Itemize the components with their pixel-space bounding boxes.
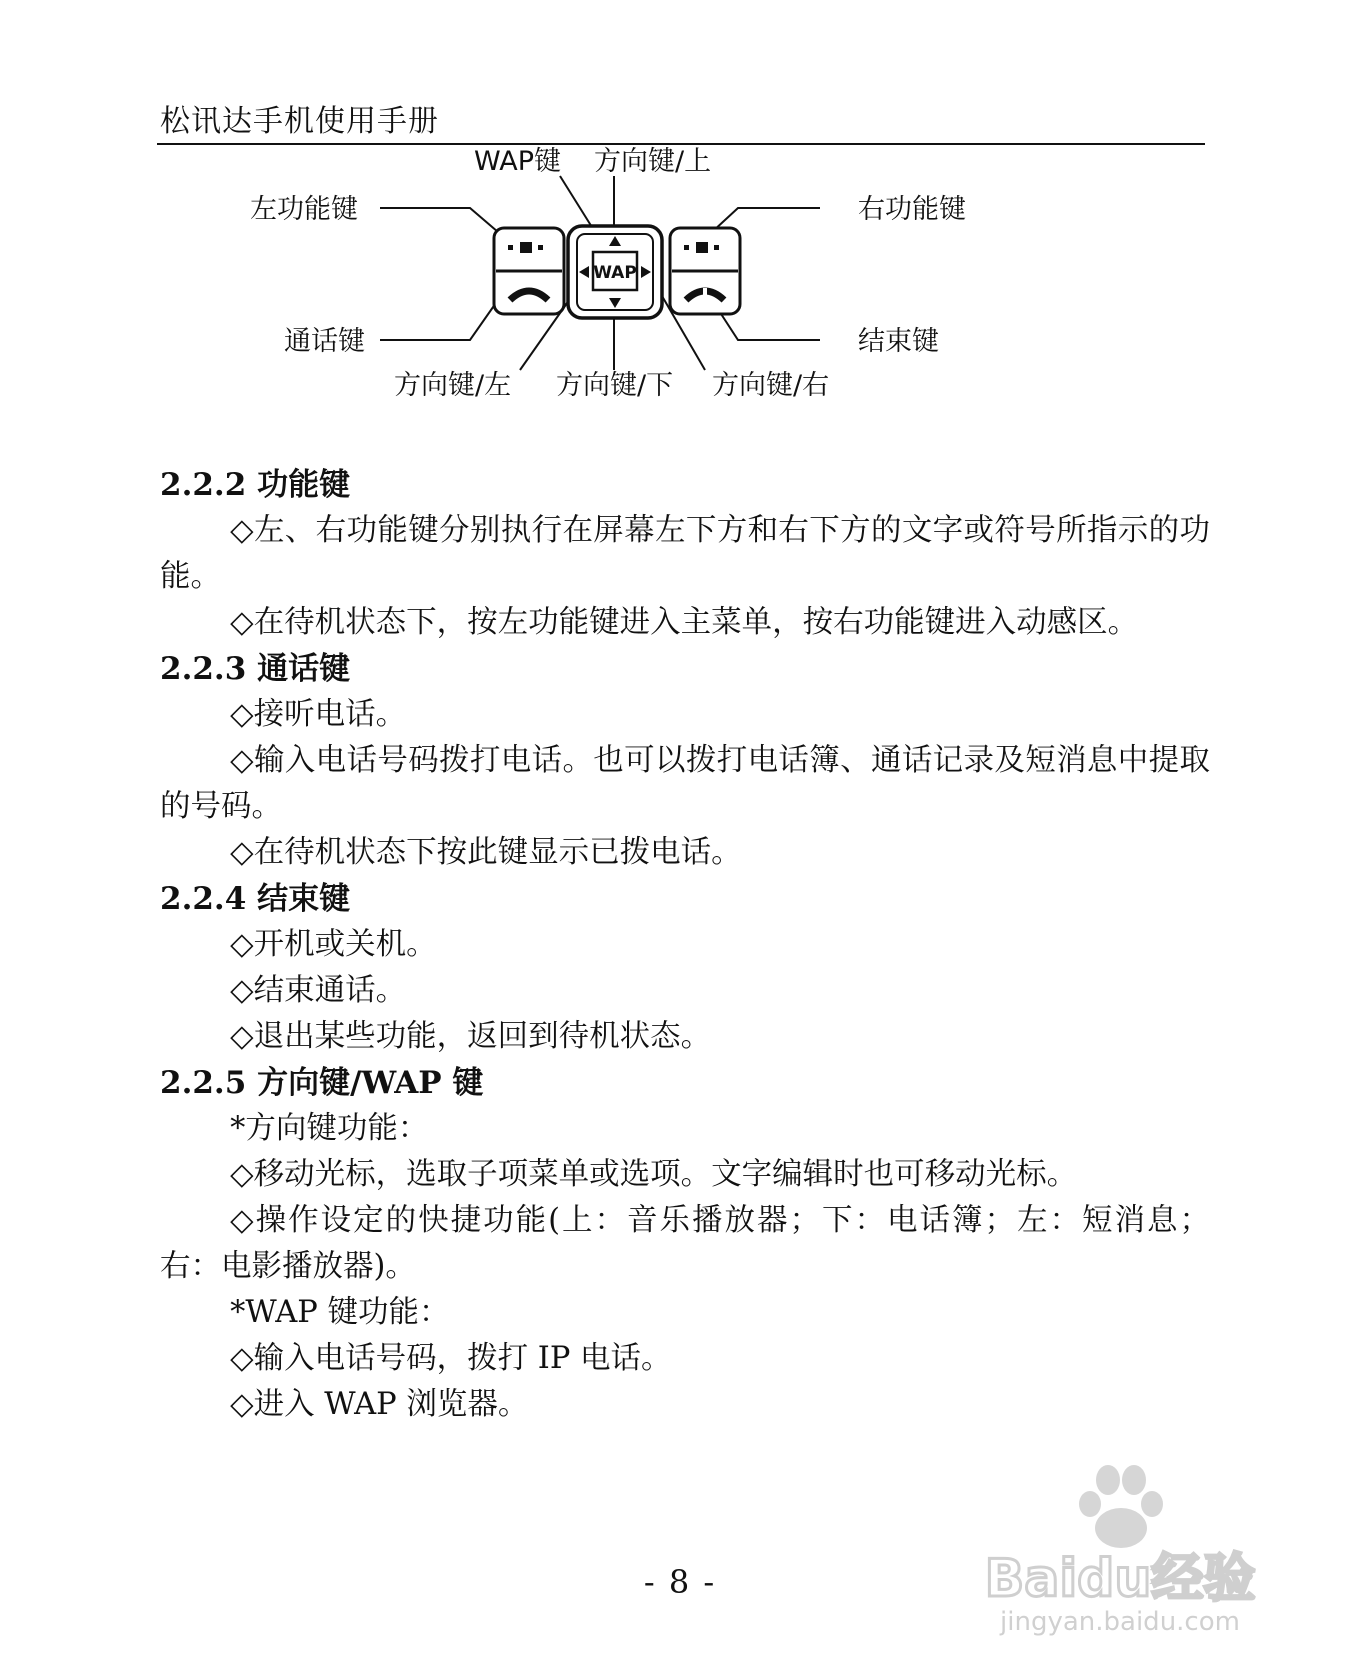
- paragraph: ◇在待机状态下，按左功能键进入主菜单，按右功能键进入动感区。: [230, 605, 1139, 640]
- section-heading: 2.2.2 功能键: [160, 467, 351, 503]
- section-2-2-2: [160, 462, 1210, 646]
- paragraph: ◇输入电话号码拨打电话。也可以拨打电话簿、通话记录及短消息中提取的号码。: [160, 743, 1210, 824]
- label-left-soft-key: 左功能键: [250, 194, 358, 225]
- label-wap-key: WAP键: [474, 146, 561, 177]
- label-nav-right: 方向键/右: [712, 370, 830, 401]
- paragraph: ◇左、右功能键分别执行在屏幕左下方和右下方的文字或符号所指示的功能。: [160, 513, 1210, 594]
- baidu-jingyan-watermark: [960, 1450, 1280, 1640]
- label-call-key: 通话键: [284, 326, 365, 357]
- section-heading: 2.2.5 方向键/WAP 键: [160, 1065, 484, 1101]
- label-nav-down: 方向键/下: [556, 370, 674, 401]
- page-header: 松讯达手机使用手册: [160, 104, 439, 139]
- nav-key-block: [568, 226, 662, 318]
- page-number: - 8 -: [643, 1563, 717, 1601]
- section-heading: 2.2.3 通话键: [160, 651, 351, 687]
- right-key-block: [670, 228, 740, 314]
- paragraph: ◇进入 WAP 浏览器。: [230, 1387, 529, 1422]
- section-2-2-5: [160, 1060, 1210, 1428]
- label-right-soft-key: 右功能键: [858, 194, 966, 225]
- leader-left-soft: [380, 208, 498, 232]
- wap-button-text: WAP: [593, 263, 637, 283]
- section-heading: 2.2.4 结束键: [160, 881, 351, 917]
- paragraph: ◇移动光标，选取子项菜单或选项。文字编辑时也可移动光标。: [230, 1157, 1078, 1192]
- leader-call: [380, 300, 498, 340]
- watermark-url: jingyan.baidu.com: [1000, 1607, 1240, 1637]
- paragraph: *方向键功能：: [230, 1111, 429, 1146]
- paragraph: ◇在待机状态下按此键显示已拨电话。: [230, 835, 742, 870]
- manual-content: [160, 462, 1210, 1428]
- left-key-block: [494, 228, 564, 314]
- paragraph: ◇输入电话号码，拨打 IP 电话。: [230, 1341, 672, 1376]
- label-nav-left: 方向键/左: [394, 370, 512, 401]
- section-2-2-3: [160, 646, 1210, 876]
- label-nav-up: 方向键/上: [594, 146, 712, 177]
- watermark-brand: Baidu经验: [984, 1549, 1256, 1609]
- paragraph: ◇退出某些功能，返回到待机状态。: [230, 1019, 712, 1054]
- keypad-diagram: [0, 0, 1360, 430]
- paragraph: *WAP 键功能：: [230, 1295, 450, 1330]
- section-2-2-4: [160, 876, 1210, 1060]
- paragraph: ◇操作设定的快捷功能(上：音乐播放器；下：电话簿；左：短消息；右：电影播放器)。: [160, 1203, 1210, 1284]
- paragraph: ◇接听电话。: [230, 697, 407, 732]
- paragraph: ◇开机或关机。: [230, 927, 437, 962]
- label-end-key: 结束键: [858, 326, 939, 357]
- paragraph: ◇结束通话。: [230, 973, 407, 1008]
- paw-icon: [1079, 1465, 1163, 1548]
